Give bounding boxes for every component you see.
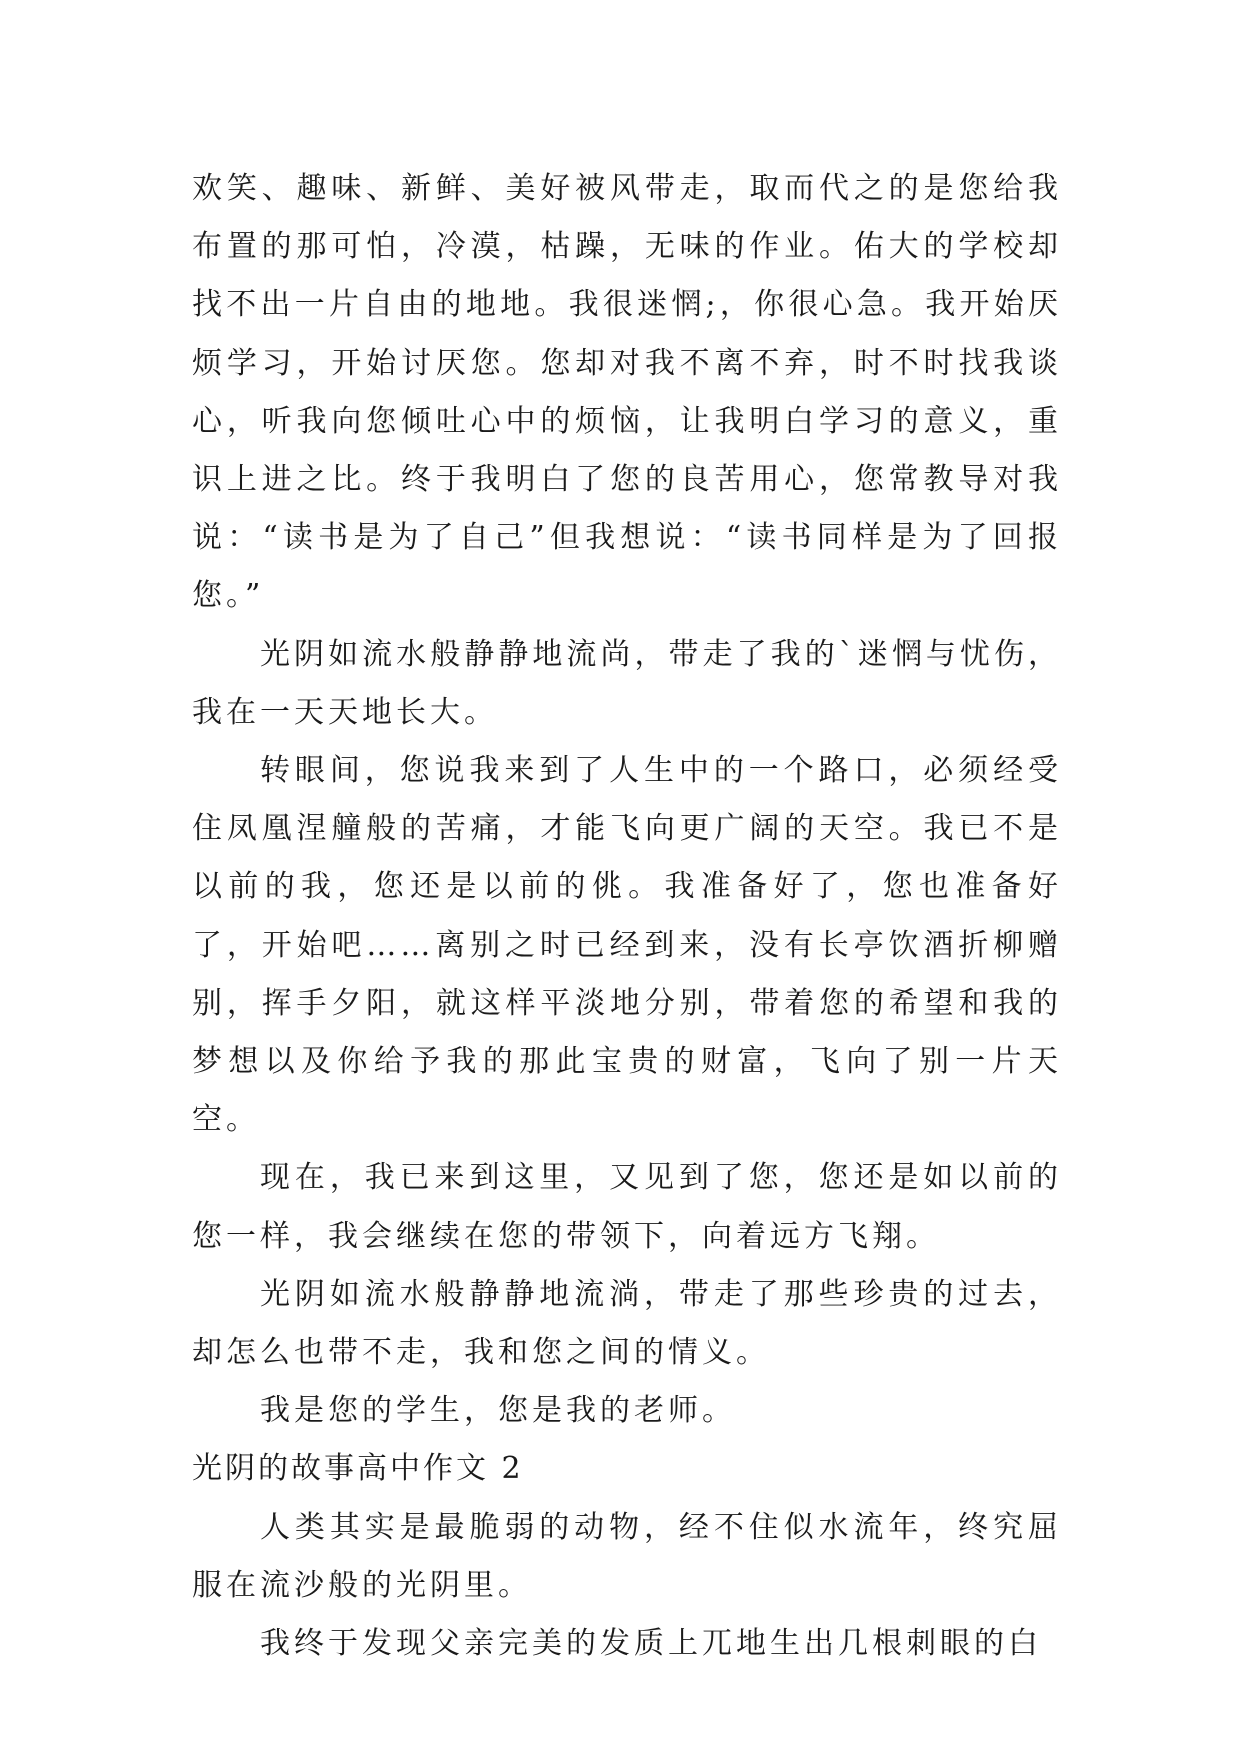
paragraph: 转眼间，您说我来到了人生中的一个路口，必须经受住凤凰涅艟般的苦痛，才能飞向更广阔的天空。我已不是以前的我，您还是以前的佻。我准备好了，您也准备好了，开始吧……离别之时已经到来，没有长亭饮酒折柳赠别，挥手夕阳，就这样平淡地分别，带着您的希望和我的梦想以及你给予我的那此宝贵的财富，飞向了别一片天空。	[192, 753, 1062, 1138]
section-heading: 光阴的故事高中作文 2	[192, 1451, 524, 1487]
paragraph: 我终于发现父亲完美的发质上兀地生出几根刺眼的白	[260, 1626, 1042, 1662]
paragraph: 光阴如流水般静静地流淌，带走了那些珍贵的过去，却怎么也带不走，我和您之间的情义。	[192, 1276, 1062, 1371]
document-body	[192, 160, 1062, 1673]
paragraph: 我是您的学生，您是我的老师。	[260, 1393, 736, 1429]
paragraph-continuation: 欢笑、趣味、新鲜、美好被风带走，取而代之的是您给我布置的那可怕，冷漠，枯躁，无味的作业。佑大的学校却找不出一片自由的地地。我很迷惘;，你很心急。我开始厌烦学习，开始讨厌您。您却对我不离不弃，时不时找我谈心，听我向您倾吐心中的烦恼，让我明白学习的意义，重识上进之比。终于我明白了您的良苦用心，您常教导对我说：“读书是为了自己”但我想说：“读书同样是为了回报您。”	[192, 171, 1062, 614]
paragraph: 现在，我已来到这里，又见到了您，您还是如以前的您一样，我会继续在您的带领下，向着远方飞翔。	[192, 1160, 1062, 1254]
paragraph: 光阴如流水般静静地流尚，带走了我的`迷惘与忧伤，我在一天天地长大。	[192, 636, 1062, 730]
paragraph: 人类其实是最脆弱的动物，经不住似水流年，终究屈服在流沙般的光阴里。	[192, 1509, 1062, 1603]
